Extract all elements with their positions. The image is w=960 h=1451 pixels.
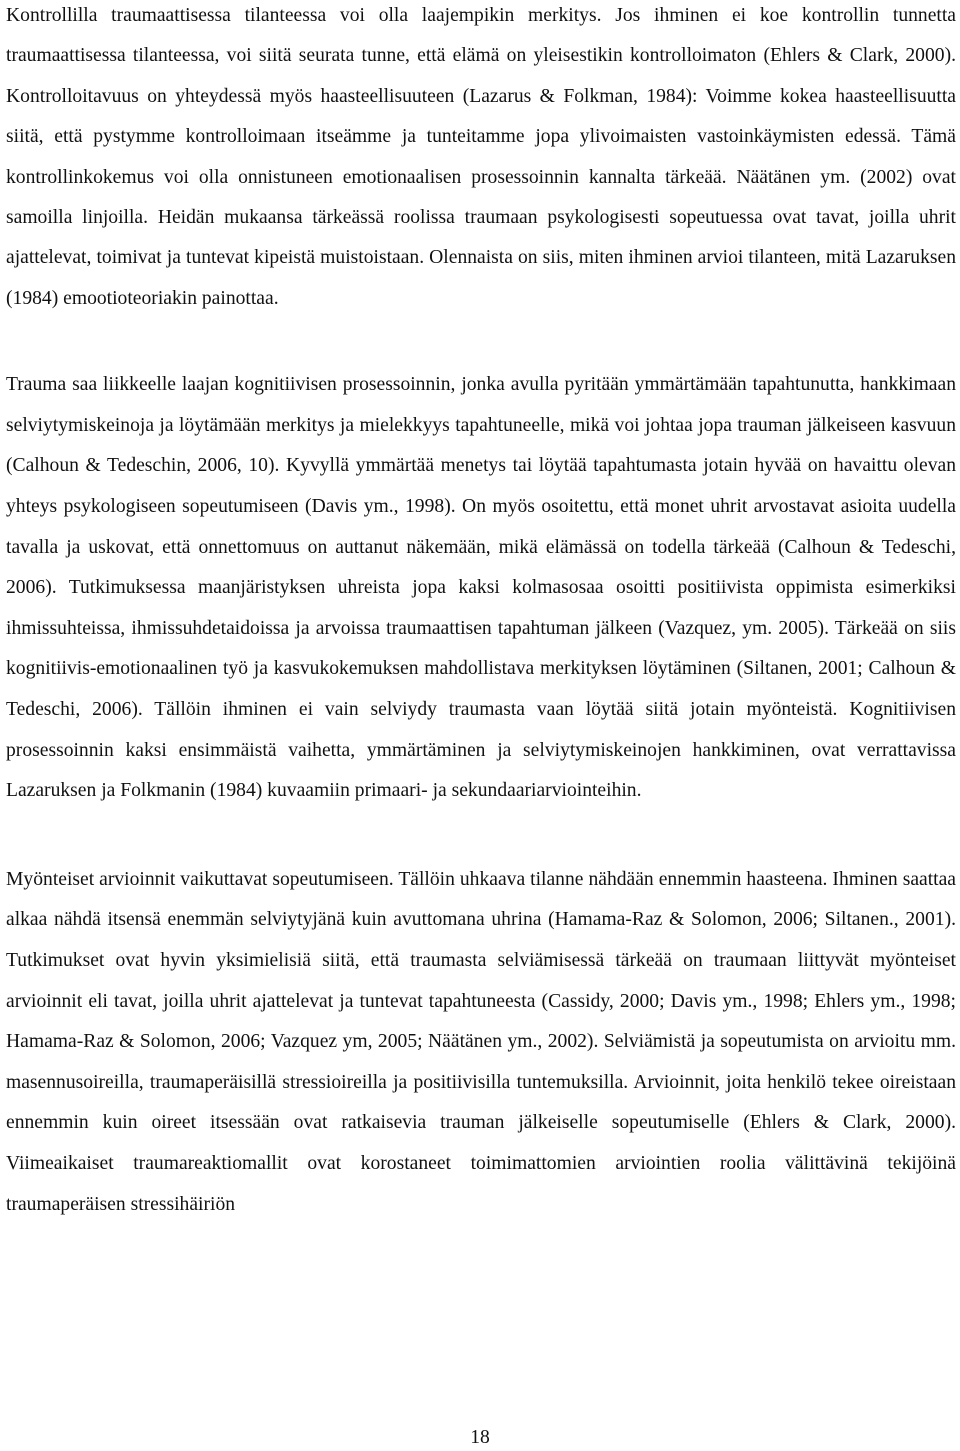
paragraph-cognitive-processing: Trauma saa liikkeelle laajan kognitiivisen prosessoinnin, jonka avulla pyritään ymmärtämään tapahtunutta, hankkimaan selviytymiskeinoja ja löytämään merkitys ja mielekkyys tapahtuneelle, mikä voi johtaa jopa trauman jälkeiseen kasvuun (Calhoun & Tedeschin, 2006, 10). Kyvyllä ymmärtää menetys tai löytää tapahtumasta jotain hyvää on havaittu olevan yhteys psykologiseen sopeutumiseen (Davis ym., 1998). On myös osoitettu, että monet uhrit arvostavat asioita uudella tavalla ja uskovat, että onnettomuus on auttanut näkemään, mikä elämässä on todella tärkeää (Calhoun & Tedeschi, 2006). Tutkimuksessa maanjäristyksen uhreista jopa kaksi kolmasosaa osoitti positiivista oppimista esimerkiksi ihmissuhteissa, ihmissuhdetaidoissa ja arvoissa traumaattisen tapahtuman jälkeen (Vazquez, ym. 2005). Tärkeää on siis kognitiivis-emotionaalinen työ ja kasvukokemuksen mahdollistava merkityksen löytäminen (Siltanen, 2001; Calhoun & Tedeschi, 2006). Tällöin ihminen ei vain selviydy traumasta vaan löytää siitä jotain myönteistä. Kognitiivisen prosessoinnin kaksi ensimmäistä vaihetta, ymmärtäminen ja selviytymiskeinojen hankkiminen, ovat verrattavissa Lazaruksen ja Folkmanin (1984) kuvaamiin primaari- ja sekundaariarviointeihin. [6, 374, 956, 802]
paragraph-control-and-challenge: Kontrollilla traumaattisessa tilanteessa voi olla laajempikin merkitys. Jos ihminen ei koe kontrollin tunnetta traumaattisessa tilanteessa, voi siitä seurata tunne, että elämä on yleisestikin kontrolloimaton (Ehlers & Clark, 2000). Kontrolloitavuus on yhteydessä myös haasteellisuuteen (Lazarus & Folkman, 1984): Voimme kokea haasteellisuutta siitä, että pystymme kontrolloimaan itseämme ja tunteitamme jopa ylivoimaisten vastoinkäymisten edessä. Tämä kontrollinkokemus voi olla onnistuneen emotionaalisen prosessoinnin kannalta tärkeää. Näätänen ym. (2002) ovat samoilla linjoilla. Heidän mukaansa tärkeässä roolissa traumaan psykologisesti sopeutuessa ovat tavat, joilla uhrit ajattelevat, toimivat ja tuntevat kipeistä muistoistaan. Olennaista on siis, miten ihminen arvioi tilanteen, mitä Lazaruksen (1984) emootioteoriakin painottaa. [6, 5, 956, 309]
page-number: 18 [470, 1427, 490, 1448]
document-page [6, 0, 956, 1225]
paragraph-positive-appraisals: Myönteiset arvioinnit vaikuttavat sopeutumiseen. Tällöin uhkaava tilanne nähdään ennemmin haasteena. Ihminen saattaa alkaa nähdä itsensä enemmän selviytyjänä kuin avuttomana uhrina (Hamama-Raz & Solomon, 2006; Siltanen., 2001). Tutkimukset ovat hyvin yksimielisiä siitä, että traumasta selviämisessä tärkeää on traumaan liittyvät myönteiset arvioinnit eli tavat, joilla uhrit ajattelevat ja tuntevat tapahtuneesta (Cassidy, 2000; Davis ym., 1998; Ehlers ym., 1998; Hamama-Raz & Solomon, 2006; Vazquez ym, 2005; Näätänen ym., 2002). Selviämistä ja sopeutumista on arvioitu mm. masennusoireilla, traumaperäisillä stressioireilla ja positiivisilla tuntemuksilla. Arvioinnit, joita henkilö tekee oireistaan ennemmin kuin oireet itsessään ovat ratkaisevia trauman jälkeiselle sopeutumiselle (Ehlers & Clark, 2000). Viimeaikaiset traumareaktiomallit ovat korostaneet toimimattomien arviointien roolia välittävinä tekijöinä traumaperäisen stressihäiriön [6, 868, 956, 1215]
